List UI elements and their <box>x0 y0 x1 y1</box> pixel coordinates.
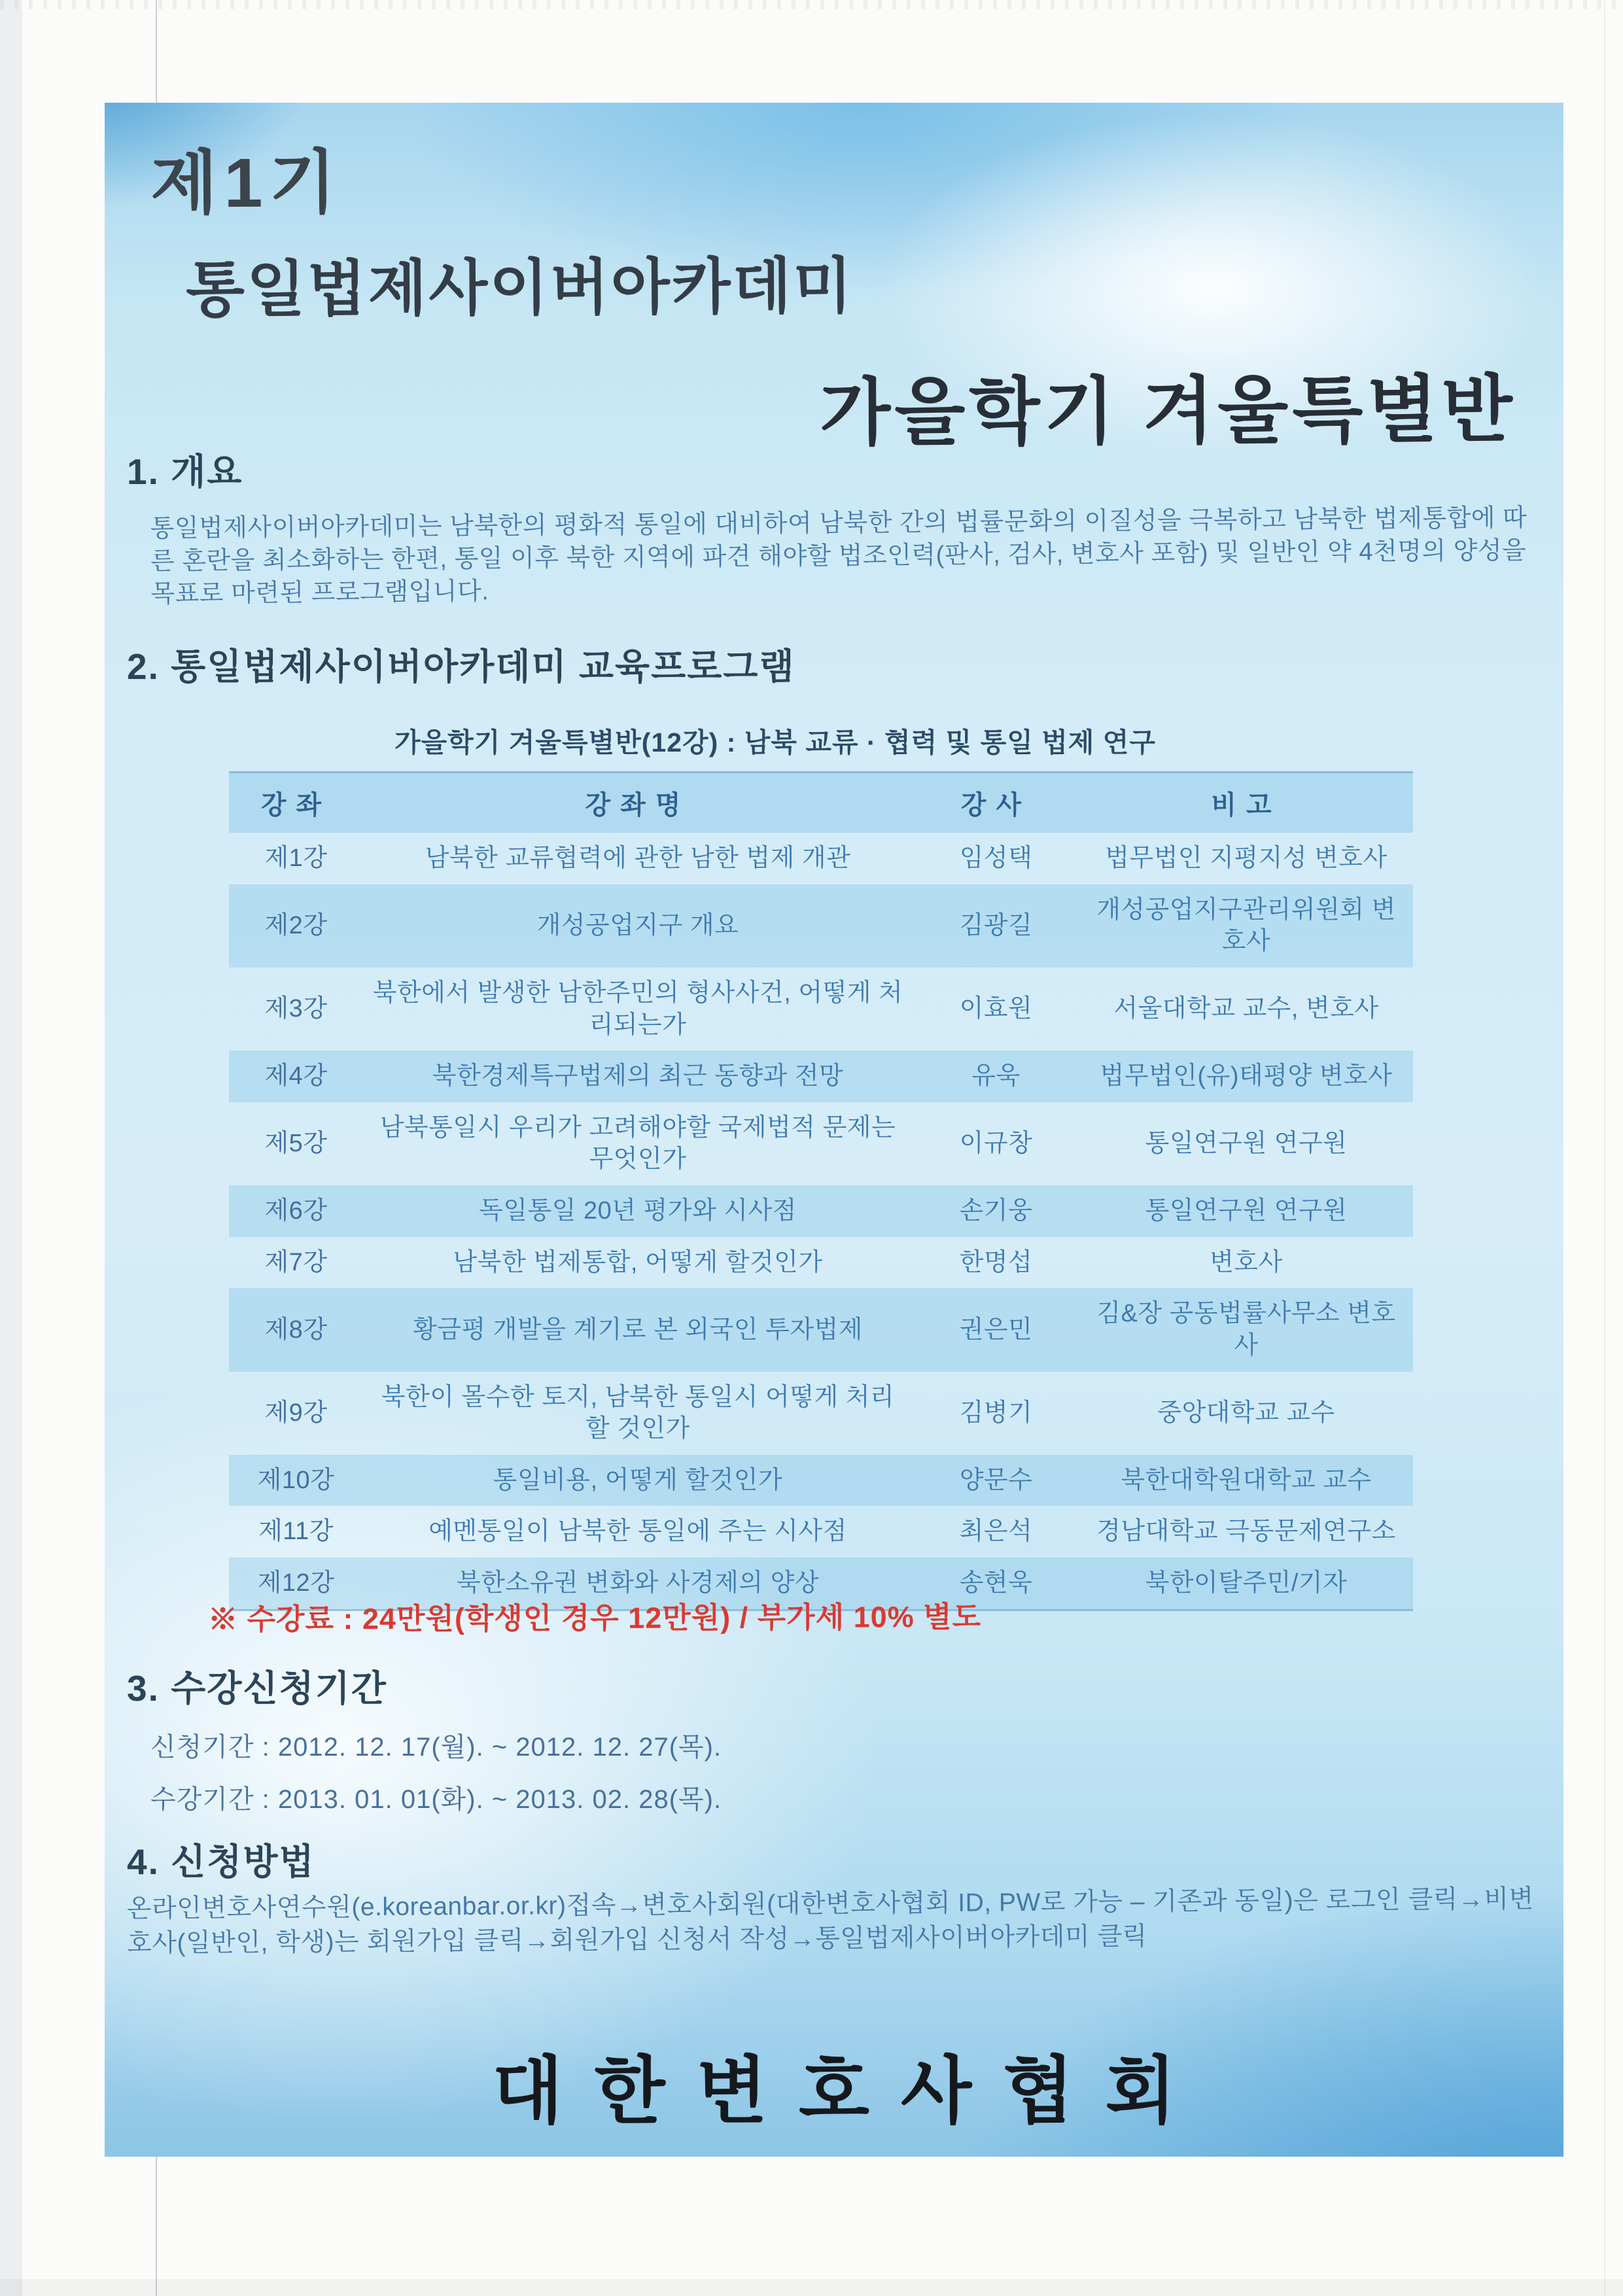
table-cell: 개성공업지구관리위원회 변호사 <box>1096 896 1396 956</box>
table-cell: 중앙대학교 교수 <box>1157 1399 1335 1427</box>
table-cell: 남북한 교류협력에 관한 남한 법제 개관 <box>425 844 851 872</box>
program-table-header <box>229 773 1413 833</box>
table-cell: 제5강 <box>264 1130 328 1158</box>
scan-right-line <box>1604 0 1605 2296</box>
section-heading-registration: 3. 수강신청기간 <box>127 1668 387 1709</box>
table-cell: 황금평 개발을 계기로 본 외국인 투자법제 <box>413 1315 863 1344</box>
program-table <box>229 771 1413 1611</box>
fee-note: ※ 수강료 : 24만원(학생인 경우 12만원) / 부가세 10% 별도 <box>207 1599 982 1637</box>
table-cell: 북한이탈주민/기자 <box>1145 1569 1348 1597</box>
table-cell: 제6강 <box>264 1197 328 1225</box>
column-header-remarks: 비고 <box>1211 791 1282 820</box>
section-heading-application: 4. 신청방법 <box>127 1841 315 1882</box>
table-cell: 제9강 <box>264 1399 328 1427</box>
table-cell: 양문수 <box>959 1466 1033 1494</box>
table-header-row <box>229 773 1413 833</box>
application-paragraph: 온라인변호사연수원(e.koreanbar.or.kr)접속→변호사회원(대한변호사협회 ID, PW로 가능 – 기존과 동일)은 로그인 클릭→비변호사(일반인, 학생)는 회원가입 클릭→회원가입 신청서 작성→통일법제사이버아카데미 클릭 <box>126 1885 1534 1958</box>
column-header-lecture-no: 강좌 <box>260 791 332 820</box>
table-cell: 제10강 <box>257 1466 335 1494</box>
table-cell: 개성공업지구 개요 <box>536 911 739 939</box>
table-cell: 손기웅 <box>959 1197 1033 1225</box>
section-heading-program: 2. 통일법제사이버아카데미 교육프로그램 <box>127 646 795 687</box>
program-table-body <box>229 833 1413 1610</box>
organization-logo-text: 대한변호사협회 <box>492 2051 1208 2132</box>
course-period-line: 수강기간 : 2013. 01. 01(화). ~ 2013. 02. 28(목). <box>150 1785 722 1814</box>
table-row <box>229 1506 1413 1557</box>
table-row <box>229 1237 1413 1289</box>
table-cell: 변호사 <box>1210 1248 1283 1276</box>
table-cell: 북한소유권 변화와 사경제의 양상 <box>456 1569 820 1597</box>
table-cell: 최은석 <box>959 1518 1033 1546</box>
registration-period-line: 신청기간 : 2012. 12. 17(월). ~ 2012. 12. 27(목). <box>150 1733 722 1762</box>
flyer-title-line3: 가을학기 겨울특별반 <box>819 368 1517 454</box>
table-cell: 법무법인(유)태평양 변호사 <box>1100 1062 1393 1090</box>
table-cell: 북한경제특구법제의 최근 동향과 전망 <box>432 1062 844 1090</box>
table-cell: 권은민 <box>959 1315 1033 1344</box>
table-cell: 임성택 <box>959 844 1033 872</box>
table-cell: 제4강 <box>264 1062 328 1090</box>
column-header-lecture-title: 강좌명 <box>585 791 691 820</box>
table-cell: 북한대학원대학교 교수 <box>1121 1466 1372 1494</box>
scan-edge-noise <box>0 0 1623 9</box>
table-cell: 통일비용, 어떻게 할것인가 <box>493 1466 783 1494</box>
table-row <box>229 1185 1413 1237</box>
table-cell: 제8강 <box>264 1315 328 1344</box>
table-cell: 독일통일 20년 평가와 시사점 <box>479 1197 797 1225</box>
flyer-title-line2: 통일법제사이버아카데미 <box>185 251 854 324</box>
flyer-sheet <box>105 103 1563 2157</box>
flyer-title-line1: 제1기 <box>150 144 343 222</box>
table-cell: 북한이 몰수한 토지, 남북한 통일시 어떻게 처리할 것인가 <box>381 1383 895 1443</box>
table-cell: 이효원 <box>959 995 1033 1023</box>
table-row <box>229 884 1413 967</box>
table-cell: 북한에서 발생한 남한주민의 형사사건, 어떻게 처리되는가 <box>372 979 903 1039</box>
table-cell: 통일연구원 연구원 <box>1145 1130 1348 1158</box>
table-cell: 이규창 <box>959 1130 1033 1158</box>
table-cell: 김병기 <box>959 1399 1033 1427</box>
table-row <box>229 1372 1413 1455</box>
table-cell: 남북통일시 우리가 고려해야할 국제법적 문제는 무엇인가 <box>379 1113 896 1174</box>
table-cell: 김광길 <box>959 911 1033 939</box>
table-cell: 예멘통일이 남북한 통일에 주는 시사점 <box>428 1518 847 1546</box>
scan-left-strip <box>0 0 22 2296</box>
table-row <box>229 1455 1413 1506</box>
table-cell: 제1강 <box>264 844 328 872</box>
table-cell: 제3강 <box>264 995 328 1023</box>
table-cell: 제7강 <box>264 1248 328 1276</box>
table-row <box>229 833 1413 884</box>
overview-paragraph: 통일법제사이버아카데미는 남북한의 평화적 통일에 대비하여 남북한 간의 법률문화의 이질성을 극복하고 남북한 법제통합에 따른 혼란을 최소화하는 한편, 통일 이후 북한 지역에 파견 해야할 법조인력(판사, 검사, 변호사 포함) 및 일반인 약 4천명의 양성을 목표로 마련된 프로그램입니다. <box>150 504 1527 608</box>
table-row <box>229 967 1413 1051</box>
table-cell: 제11강 <box>258 1518 334 1546</box>
section-heading-overview: 1. 개요 <box>127 451 243 492</box>
table-cell: 법무법인 지평지성 변호사 <box>1105 844 1387 872</box>
scan-bottom-strip <box>0 2279 1623 2296</box>
table-cell: 제12강 <box>257 1569 335 1597</box>
table-cell: 통일연구원 연구원 <box>1145 1197 1348 1225</box>
table-cell: 한명섭 <box>959 1248 1033 1276</box>
program-table-title: 가을학기 겨울특별반(12강) : 남북 교류 · 협력 및 통일 법제 연구 <box>394 727 1157 757</box>
column-header-lecturer: 강사 <box>960 791 1032 820</box>
table-cell: 제2강 <box>264 911 328 939</box>
table-cell: 경남대학교 극동문제연구소 <box>1096 1518 1396 1546</box>
table-row <box>229 1102 1413 1185</box>
table-cell: 유욱 <box>971 1062 1021 1090</box>
table-cell: 서울대학교 교수, 변호사 <box>1113 995 1379 1023</box>
table-cell: 송현욱 <box>959 1569 1033 1597</box>
table-cell: 김&장 공동법률사무소 변호사 <box>1096 1300 1396 1359</box>
table-row <box>229 1051 1413 1102</box>
table-row <box>229 1288 1413 1371</box>
table-cell: 남북한 법제통합, 어떻게 할것인가 <box>453 1248 823 1276</box>
